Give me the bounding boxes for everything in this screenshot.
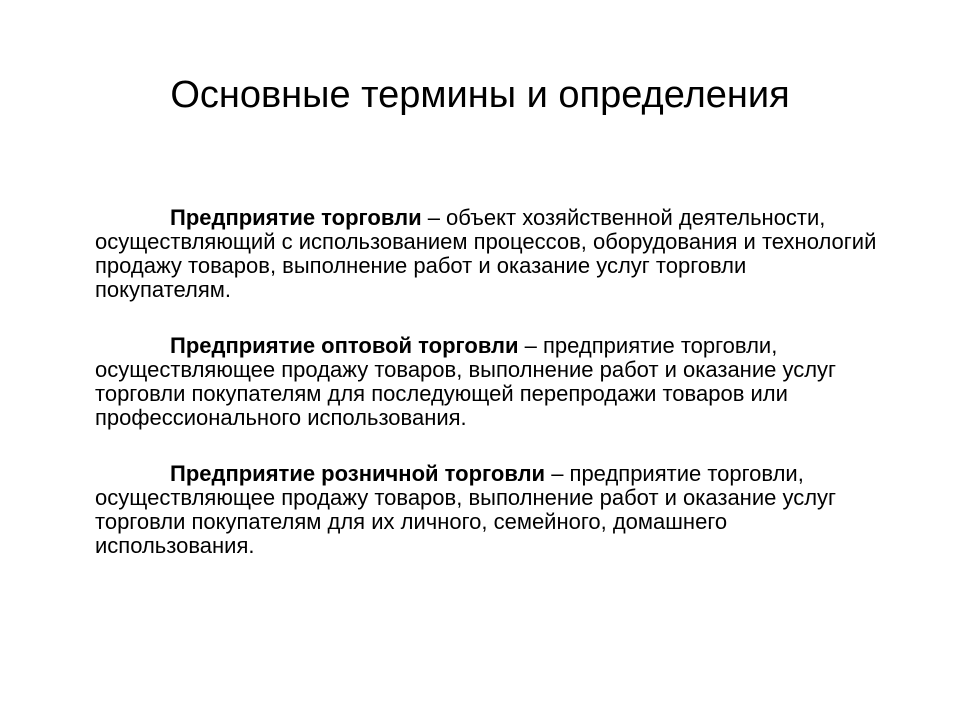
slide-title: Основные термины и определения [170, 74, 790, 116]
definition-text: – предприятие торговли, осуществляющее продажу товаров, выполнение работ и оказание услуг торговли покупателям для их личного, семейного, домашнего использования. [95, 461, 837, 558]
definitions-list [95, 206, 885, 590]
definition-term: Предприятие торговли [170, 205, 422, 230]
definition-text: – предприятие торговли, осуществляющее продажу товаров, выполнение работ и оказание услуг торговли покупателям для последующей перепродажи товаров или профессионального использования. [95, 333, 837, 430]
definition-wholesale-enterprise [95, 334, 885, 430]
definition-term: Предприятие розничной торговли [170, 461, 546, 486]
definition-trade-enterprise [95, 206, 885, 302]
definition-text: – объект хозяйственной деятельности, осуществляющий с использованием процессов, оборудования и технологий продажу товаров, выполнение работ и оказание услуг торговли покупателям. [95, 205, 877, 302]
definition-retail-enterprise [95, 462, 885, 558]
definition-term: Предприятие оптовой торговли [170, 333, 519, 358]
